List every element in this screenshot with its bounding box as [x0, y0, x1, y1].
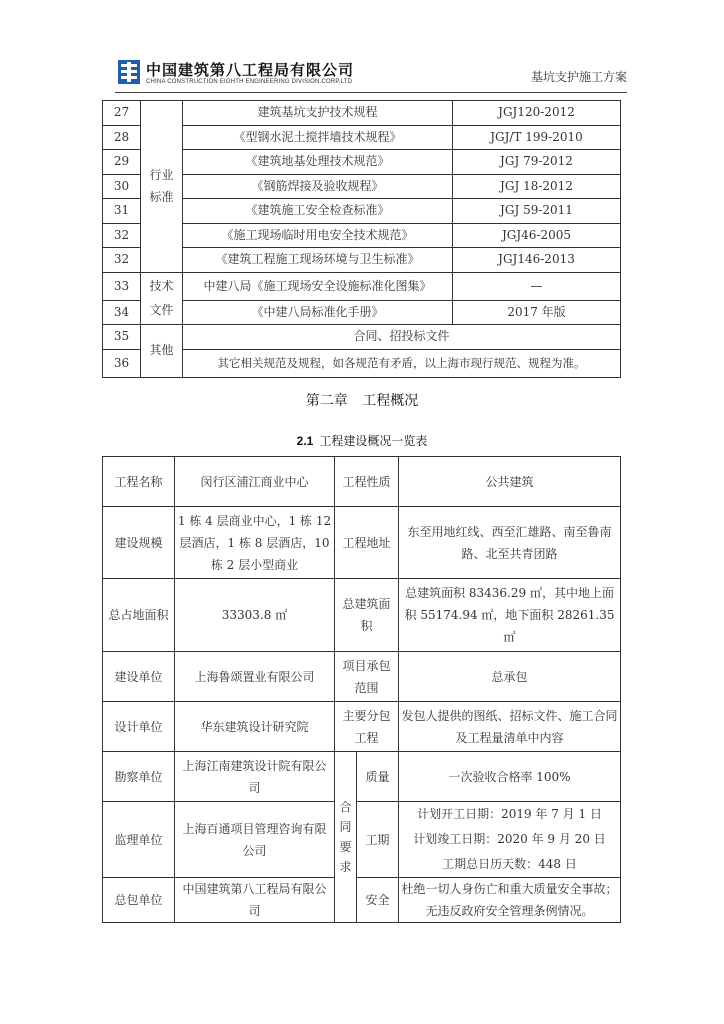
cell-label: 总建筑面积 [335, 579, 399, 652]
table-row [103, 507, 621, 579]
row-number: 28 [103, 125, 141, 150]
standard-name: 《建筑施工安全检查标准》 [183, 199, 453, 224]
row-number: 34 [103, 300, 141, 325]
cell-label: 勘察单位 [103, 752, 175, 802]
cell-value: 一次验收合格率 100% [399, 752, 621, 802]
company-logo-icon [118, 60, 140, 84]
row-number: 30 [103, 174, 141, 199]
table-row [103, 272, 621, 300]
header-divider [115, 92, 627, 93]
table-row [103, 652, 621, 702]
row-number: 35 [103, 325, 141, 350]
standard-name: 《型钢水泥土搅拌墙技术规程》 [183, 125, 453, 150]
cell-value: 闵行区浦江商业中心 [175, 457, 335, 507]
cell-label: 质量 [357, 752, 399, 802]
standard-name: 《建筑工程施工现场环境与卫生标准》 [183, 248, 453, 273]
cell-value: 发包人提供的图纸、招标文件、施工合同及工程量清单中内容 [399, 702, 621, 752]
row-number: 36 [103, 349, 141, 377]
row-number: 31 [103, 199, 141, 224]
row-number: 33 [103, 272, 141, 300]
cell-label: 总包单位 [103, 878, 175, 923]
table-row [103, 878, 621, 923]
group-label: 行业 [149, 168, 174, 183]
cell-value: 公共建筑 [399, 457, 621, 507]
cell-value: 33303.8 ㎡ [175, 579, 335, 652]
row-number: 32 [103, 223, 141, 248]
cell-value: 东至用地红线、西至汇雄路、南至鲁南路、北至共青团路 [399, 507, 621, 579]
total-days: 工期总日历天数：448 日 [442, 857, 577, 871]
schedule-cell [399, 802, 621, 878]
cell-value: 上海鲁颂置业有限公司 [175, 652, 335, 702]
start-date: 计划开工日期：2019 年 7 月 1 日 [417, 807, 602, 821]
table-row [103, 802, 621, 878]
standard-name: 其它相关规范及规程，如各规范有矛盾，以上海市现行规范、规程为准。 [183, 349, 621, 377]
standard-code: 2017 年版 [453, 300, 621, 325]
row-number: 29 [103, 150, 141, 175]
table-row [103, 579, 621, 652]
standards-table [102, 100, 621, 378]
row-number: 27 [103, 101, 141, 126]
cell-label: 安全 [357, 878, 399, 923]
standard-name: 《建筑地基处理技术规范》 [183, 150, 453, 175]
end-date: 计划竣工日期：2020 年 9 月 20 日 [413, 832, 606, 846]
cell-label: 总占地面积 [103, 579, 175, 652]
standard-code: JGJ 79-2012 [453, 150, 621, 175]
cell-value: 1 栋 4 层商业中心，1 栋 12 层酒店，1 栋 8 层酒店，10 栋 2 层小型商业 [175, 507, 335, 579]
cell-label: 项目承包范围 [335, 652, 399, 702]
standard-name: 中建八局《施工现场安全设施标准化图集》 [183, 272, 453, 300]
project-overview-table [102, 456, 621, 923]
row-number: 32 [103, 248, 141, 273]
cell-label: 主要分包工程 [335, 702, 399, 752]
group-other: 其他 [141, 325, 183, 378]
table-row [103, 457, 621, 507]
section-number: 2.1 [296, 434, 314, 448]
group-industry-standard: 行业 标准 [141, 101, 183, 273]
standard-code: — [453, 272, 621, 300]
company-name-en: CHINA CONSTRUCTION EIGHTH ENGINEERING DIVISION.CORP.LTD [146, 79, 353, 85]
standard-code: JGJ120-2012 [453, 101, 621, 126]
cell-value: 总建筑面积 83436.29 ㎡，其中地上面积 55174.94 ㎡，地下面积 28261.35 ㎡ [399, 579, 621, 652]
company-name-cn: 中国建筑第八工程局有限公司 [146, 61, 355, 79]
table-row [103, 101, 621, 126]
table-row [103, 325, 621, 350]
group-technical-docs: 技术 文件 [141, 272, 183, 325]
standard-name: 合同、招投标文件 [183, 325, 621, 350]
contract-requirements-label: 合 同 要 求 [335, 752, 357, 923]
cell-value: 杜绝一切人身伤亡和重大质量安全事故；无违反政府安全管理条例情况。 [399, 878, 621, 923]
section-title [0, 432, 724, 449]
cell-value: 中国建筑第八工程局有限公司 [175, 878, 335, 923]
standard-name: 《钢筋焊接及验收规程》 [183, 174, 453, 199]
cell-label: 工程名称 [103, 457, 175, 507]
standard-name: 建筑基坑支护技术规程 [183, 101, 453, 126]
cell-value: 上海百通项目管理咨询有限公司 [175, 802, 335, 878]
standard-code: JGJ146-2013 [453, 248, 621, 273]
chapter-title: 第二章 工程概况 [305, 393, 419, 409]
cell-label: 工程性质 [335, 457, 399, 507]
standard-code: JGJ 18-2012 [453, 174, 621, 199]
cell-label: 建设规模 [103, 507, 175, 579]
standard-name: 《中建八局标准化手册》 [183, 300, 453, 325]
cell-label: 监理单位 [103, 802, 175, 878]
cell-label: 工程地址 [335, 507, 399, 579]
cell-value: 总承包 [399, 652, 621, 702]
standard-code: JGJ46-2005 [453, 223, 621, 248]
standard-name: 《施工现场临时用电安全技术规范》 [183, 223, 453, 248]
cell-label: 建设单位 [103, 652, 175, 702]
page-header [115, 56, 627, 96]
document-title: 基坑支护施工方案 [530, 70, 627, 84]
cell-label: 工期 [357, 802, 399, 878]
standard-code: JGJ/T 199-2010 [453, 125, 621, 150]
table-row [103, 752, 621, 802]
cell-value: 华东建筑设计研究院 [175, 702, 335, 752]
cell-value: 上海江南建筑设计院有限公司 [175, 752, 335, 802]
standard-code: JGJ 59-2011 [453, 199, 621, 224]
table-row [103, 702, 621, 752]
section-name: 工程建设概况一览表 [319, 434, 428, 448]
cell-label: 设计单位 [103, 702, 175, 752]
